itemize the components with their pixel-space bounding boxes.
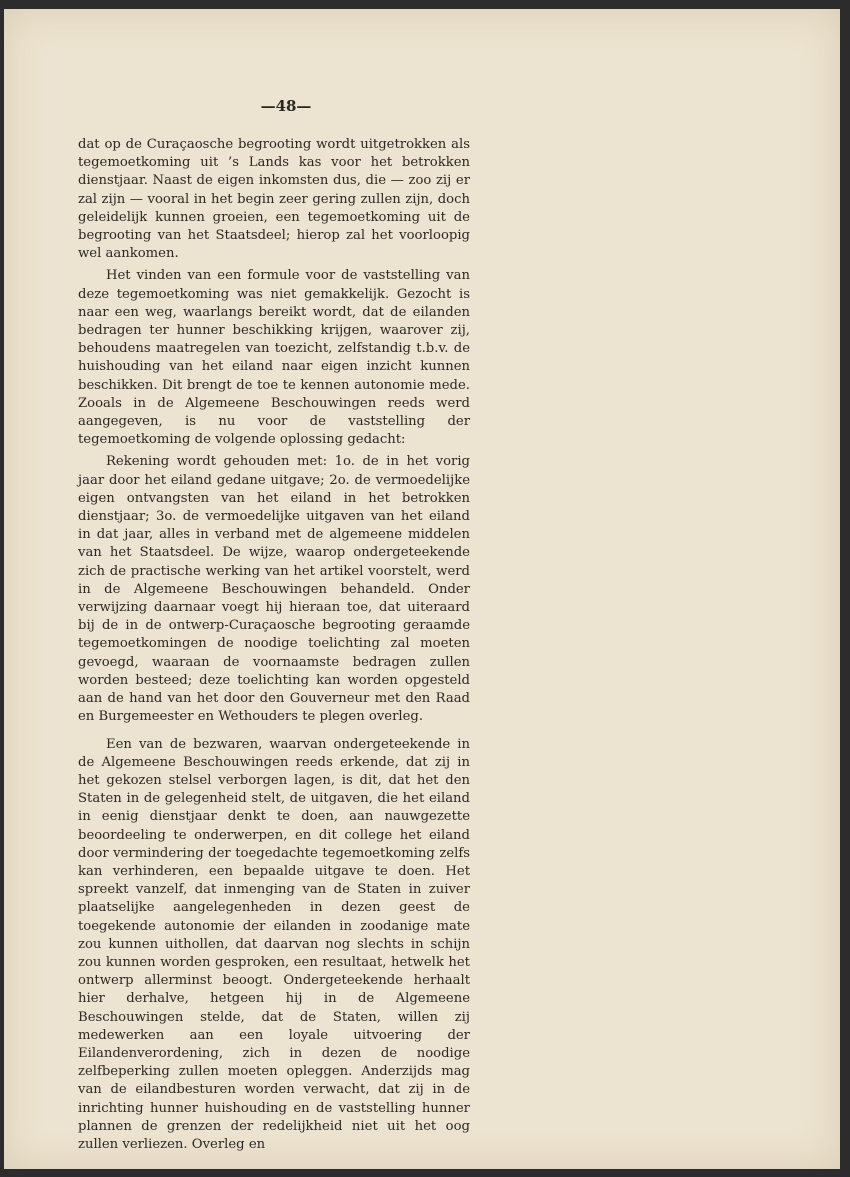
paragraph-continuation: dat op de Curaçaosche begrooting wordt uitgetrokken als tegemoetkoming uit ’s Lands kas voor het betrokken dienstjaar. Naast de eigen inkomsten dus, die — zoo zij er zal zijn — vooral in het begin zeer gering zullen zijn, doch geleidelijk kunnen groeien, een tegemoetkoming uit de begrooting van het Staatsdeel; hierop zal het voorloopig wel aankomen.: [78, 137, 470, 262]
paragraph-objections: Een van de bezwaren, waarvan ondergeteekende in de Algemeene Beschouwingen reeds erkende, dat zij in het gekozen stelsel verborgen lagen, is dit, dat het den Staten in de gelegenheid stelt, de uitgaven, die het eiland in eenig dienstjaar denkt te doen, aan nauwgezette beoordeeling te onderwerpen, en dit college het eiland door vermindering der toegedachte tegemoetkoming zelfs kan verhinderen, een bepaalde uitgave te doen. Het spreekt vanzelf, dat inmenging van de Staten in zuiver plaatselijke aangelegenheden in dezen geest de toegekende autonomie der eilanden in zoodanige mate zou kunnen uithollen, dat daarvan nog slechts in schijn zou kunnen worden gesproken, een resultaat, hetwelk het ontwerp allerminst beoogt. Ondergeteekende herhaalt hier derhalve, hetgeen hij in de Algemeene Beschouwingen stelde, dat de Staten, willen zij medewerken aan een loyale uitvoering der Eilandenverordening, zich in dezen de noodige zelfbeperking zullen moeten opleggen. Anderzijds mag van de eilandbesturen worden verwacht, dat zij in de inrichting hunner huishouding en de vaststelling hunner plannen de grenzen der redelijkheid niet uit het oog zullen verliezen. Overleg en: [78, 736, 470, 1152]
body-text: [78, 136, 470, 1154]
page-number: —48—: [260, 97, 312, 115]
document-page: [4, 9, 840, 1169]
paragraph-calculation: Rekening wordt gehouden met: 1o. de in het vorig jaar door het eiland gedane uitgave; 2o. de vermoedelijke eigen ontvangsten van het eiland in het betrokken dienstjaar; 3o. de vermoedelijke uitgaven van het eiland in dat jaar, alles in verband met de algemeene middelen van het Staatsdeel. De wijze, waarop ondergeteekende zich de practische werking van het artikel voorstelt, werd in de Algemeene Beschouwingen behandeld. Onder verwijzing daarnaar voegt hij hieraan toe, dat uiteraard bij de in de ontwerp-Curaçaosche begrooting geraamde tegemoetkomingen de noodige toelichting zal moeten gevoegd, waaraan de voornaamste bedragen zullen worden besteed; deze toelichting kan worden opgesteld aan de hand van het door den Gouverneur met den Raad en Burgemeester en Wethouders te plegen overleg.: [78, 454, 470, 725]
paragraph-formula: Het vinden van een formule voor de vaststelling van deze tegemoetkoming was niet gemakkelijk. Gezocht is naar een weg, waarlangs bereikt wordt, dat de eilanden bedragen ter hunner beschikking krijgen, waarover zij, behoudens maatregelen van toezicht, zelfstandig t.b.v. de huishouding van het eiland naar eigen inzicht kunnen beschikken. Dit brengt de toe te kennen autonomie mede. Zooals in de Algemeene Beschouwingen reeds werd aangegeven, is nu voor de vaststelling der tegemoetkoming de volgende oplossing gedacht:: [78, 268, 470, 448]
